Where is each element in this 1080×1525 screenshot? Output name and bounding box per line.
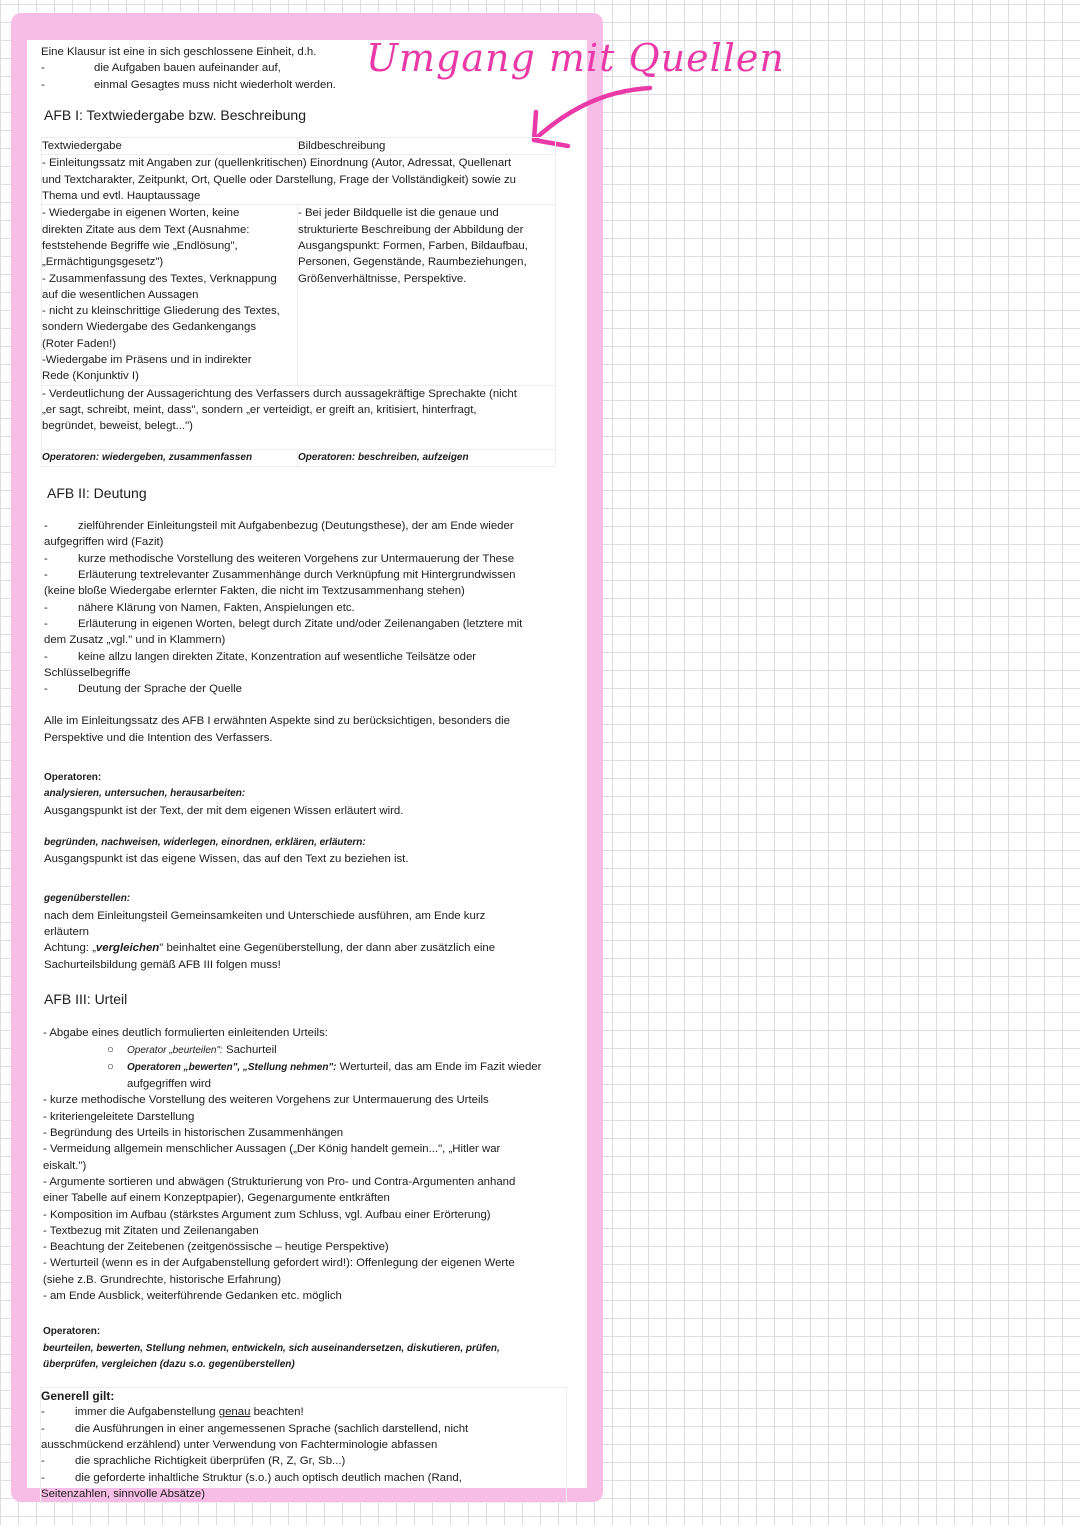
afb2-bullet: - Erläuterung textrelevanter Zusammenhänge durch Verknüpfung mit Hintergrundwissen (keine bloße Wiedergabe erlernter Fakten, die nicht im Textzusammenhang stehen) [44, 569, 516, 598]
op-group-text: Ausgangspunkt ist der Text, der mit dem eigenen Wissen erläutert wird. [44, 804, 404, 817]
afb1-table [41, 137, 556, 467]
op-group-text: nach dem Einleitungsteil Gemeinsamkeiten und Unterschiede ausführen, am Ende kurz [44, 909, 486, 922]
achtung-note-cont: Sachurteilsbildung gemäß AFB III folgen muss! [44, 958, 281, 971]
afb3-subpoint: ○ Operatoren „bewerten", „Stellung nehmen": Werturteil, das am Ende im Fazit wieder [107, 1060, 542, 1073]
afb2-bullet: - zielführender Einleitungsteil mit Aufgabenbezug (Deutungsthese), der am Ende wieder aufgegriffen wird (Fazit) [44, 520, 514, 549]
afb1-heading: AFB I: Textwiedergabe bzw. Beschreibung [44, 106, 307, 123]
afb3-heading: AFB III: Urteil [44, 990, 128, 1007]
afb2-heading: AFB II: Deutung [47, 484, 147, 501]
afb3-operators-label: Operatoren: [43, 1326, 101, 1338]
generell-bullet: - die geforderte inhaltliche Struktur (s.o.) auch optisch deutlich machen (Rand, [41, 1471, 462, 1484]
intro [41, 44, 583, 93]
generell-bullet: - die sprachliche Richtigkeit überprüfen (R, Z, Gr, Sb...) [41, 1455, 346, 1468]
document-sheet [33, 44, 583, 1503]
op-group-text: erläutern [44, 926, 89, 939]
op-group-label: begründen, nachweisen, widerlegen, einordnen, erklären, erläutern: [44, 836, 366, 848]
col-head-image: Bildbeschreibung [298, 138, 556, 155]
intro-line: Eine Klausur ist eine in sich geschlossene Einheit, d.h. [41, 46, 317, 58]
afb2-bullet: - Deutung der Sprache der Quelle [44, 683, 243, 696]
afb2-bullet: - nähere Klärung von Namen, Fakten, Anspielungen etc. [44, 601, 355, 614]
afb1-intro-row: - Einleitungssatz mit Angaben zur (quellenkritischen) Einordnung (Autor, Adressat, Quellenart und Textcharakter, Zeitpunkt, Ort, Quelle oder Darstellung, Frage der Vollständigkeit) sowie zu Thema und evtl. Hauptaussage [42, 155, 556, 205]
afb2-bullet: - kurze methodische Vorstellung des weiteren Vorgehens zur Untermauerung der These [44, 552, 515, 565]
afb3-subpoint: ○ Operator „beurteilen": Sachurteil [107, 1043, 277, 1056]
operators-right: Operatoren: beschreiben, aufzeigen [298, 449, 556, 466]
afb3-list: - Abgabe eines deutlich formulierten einleitenden Urteils: ○ Operator „beurteilen": Sachurteil ○ Operatoren „bewerten", „Stellung nehmen": Werturteil, das am Ende im Fazit wieder aufgegriffen wird - kurze methodische Vorstellung des weiteren Vorgehens zur Untermauerung des Urteils - kriteriengeleitete Darstellung - Begründung des Urteils in historischen Zusammenhängen - Vermeidung allgemein menschlicher Aussagen („Der König handelt gemein...", „Hitler war eiskalt.") - Argumente sortieren und abwägen (Strukturierung von Pro- und Contra-Argumenten anhand einer Tabelle auf einem Konzeptpapier), Gegenargumente entkräften - Komposition im Aufbau (stärkstes Argument zum Schluss, vgl. Aufbau einer Erörterung) - Textbezug mit Zitaten und Zeilenangaben - Beachtung der Zeitebenen (zeitgenössische – heutige Perspektive) - Werturteil (wenn es in der Aufgabenstellung gefordert wird!): Offenlegung der eigenen Werte (siehe z.B. Grundrechte, historische Erfahrung) - am Ende Ausblick, weiterführende Gedanken etc. möglich Operatoren: beurteilen, bewerten, Stellung nehmen, entwickeln, sich auseinandersetzen, diskutieren, prüfen, überprüfen, vergleichen (dazu s.o. gegenüberstellen) [43, 1025, 583, 1373]
afb3-operators: überprüfen, vergleichen (dazu s.o. gegenüberstellen) [43, 1358, 295, 1370]
afb2-list [44, 518, 583, 973]
operators-left: Operatoren: wiedergeben, zusammenfassen [42, 449, 298, 466]
afb1-text-column: - Wiedergabe in eigenen Worten, keine direkten Zitate aus dem Text (Ausnahme: feststehende Begriffe wie „Endlösung", „Ermächtigungsgesetz") - Zusammenfassung des Textes, Verknappung auf die wesentlichen Aussagen - nicht zu kleinschrittige Gliederung des Textes, sondern Wiedergabe des Gedankengangs (Roter Faden!) -Wiedergabe im Präsens und in indirekter Rede (Konjunktiv I) [42, 205, 298, 385]
intro-bullet: - die Aufgaben bauen aufeinander auf, [41, 62, 281, 75]
afb2-operators-label: Operatoren: [44, 771, 102, 783]
afb1-bottom-row: - Verdeutlichung der Aussagerichtung des Verfassers durch aussagekräftige Sprechakte (nicht „er sagt, schreibt, meint, dass", sondern „er verteidigt, er greift an, kritisiert, hinterfragt, begründet, beweist, belegt...") [42, 385, 556, 449]
generell-bullet: - die Ausführungen in einer angemessenen Sprache (sachlich darstellend, nicht [41, 1422, 469, 1435]
col-head-text: Textwiedergabe [42, 138, 298, 155]
afb2-note: Perspektive und die Intention des Verfassers. [44, 731, 273, 744]
generell-heading: Generell gilt: [41, 1389, 115, 1404]
afb2-note: Alle im Einleitungssatz des AFB I erwähnten Aspekte sind zu berücksichtigen, besonders die [44, 715, 511, 728]
op-group-label: analysieren, untersuchen, herausarbeiten: [44, 788, 246, 800]
intro-bullet: - einmal Gesagtes muss nicht wiederholt werden. [41, 78, 336, 91]
generell-box: Generell gilt: - immer die Aufgabenstellung genau beachten! - die Ausführungen in einer angemessenen Sprache (sachlich darstellend, nicht ausschmückend erzählend) unter Verwendung von Fachterminologie abfassen - die sprachliche Richtigkeit überprüfen (R, Z, Gr, Sb...) - die geforderte inhaltliche Struktur (s.o.) auch optisch deutlich machen (Rand, Seitenzahlen, sinnvolle Absätze) [40, 1387, 567, 1503]
page-title: Umgang mit Quellen [366, 36, 785, 80]
achtung-note: Achtung: „vergleichen" beinhaltet eine Gegenüberstellung, der dann aber zusätzlich eine [44, 942, 496, 955]
op-group-text: Ausgangspunkt ist das eigene Wissen, das auf den Text zu beziehen ist. [44, 853, 409, 866]
generell-bullet: - immer die Aufgabenstellung genau beachten! [41, 1406, 304, 1419]
afb2-bullet: - Erläuterung in eigenen Worten, belegt durch Zitate und/oder Zeilenangaben (letztere mit dem Zusatz „vgl." und in Klammern) [44, 617, 523, 647]
afb3-operators: beurteilen, bewerten, Stellung nehmen, entwickeln, sich auseinandersetzen, diskutieren, prüfen, [43, 1342, 500, 1354]
afb2-bullet: - keine allzu langen direkten Zitate, Konzentration auf wesentliche Teilsätze oder Schlüsselbegriffe [44, 650, 477, 679]
op-group-label: gegenüberstellen: [44, 893, 131, 905]
afb1-image-column: - Bei jeder Bildquelle ist die genaue und strukturierte Beschreibung der Abbildung der Ausgangspunkt: Formen, Farben, Bildaufbau, Personen, Gegenstände, Raumbeziehungen, Größenverhältnisse, Perspektive. [298, 205, 556, 385]
